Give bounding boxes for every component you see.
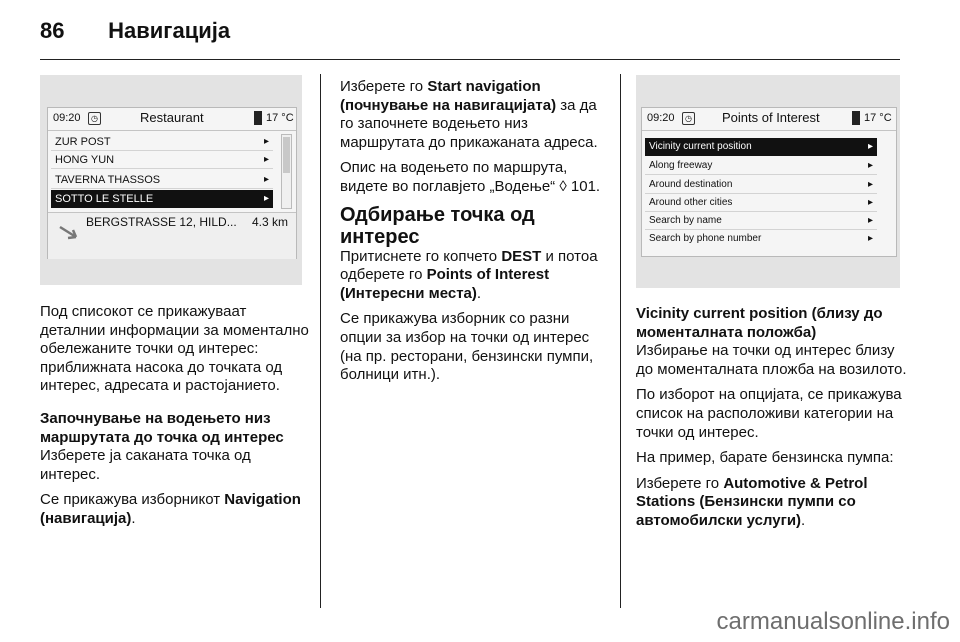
left-column [40,303,310,536]
list-item-label: Vicinity current position [649,141,752,152]
list-item-label: SOTTO LE STELLE [55,193,154,205]
list-item[interactable] [645,157,877,175]
paragraph: Опис на водењето по маршрута, видете во поглавјето „Водење“ ◊ 101. [340,159,601,195]
clock-icon: ◷ [682,112,695,125]
section-heading: Започнување на водењето низ маршрутата до точка од интерес [40,409,284,446]
page-header [40,18,230,44]
paragraph: Се прикажува изборник со разни опции за избор на точки од интерес (на пр. ресторани, бензински пумпи, болници итн.). [340,310,594,384]
paragraph: По изборот на опцијата, се прикажува список на расположиви категории на точки од интерес. [636,386,902,441]
list-item-selected[interactable] [645,138,877,156]
paragraph: На пример, барате бензинска пумпа: [636,449,894,467]
screen-title: Points of Interest [722,110,820,125]
restaurant-screen-figure [40,75,302,285]
list-item-selected[interactable] [51,190,273,208]
restaurant-screen [47,107,297,259]
chevron-right-icon: ▸ [867,215,873,226]
list-item[interactable] [645,194,877,212]
header-rule [40,59,900,60]
destination-distance: 4.3 km [252,215,289,229]
clock-time: 09:20 [647,112,675,124]
clock-icon: ◷ [88,112,101,125]
list-item-label: Search by phone number [649,233,762,244]
phone-icon [254,111,262,125]
list-item-label: Search by name [649,215,722,226]
chevron-right-icon: ▸ [263,136,269,147]
list-item-label: Around other cities [649,197,733,208]
list-item[interactable] [645,176,877,194]
list-item-label: Around destination [649,179,733,190]
chevron-right-icon: ▸ [263,154,269,165]
chevron-right-icon: ▸ [867,233,873,244]
list-item[interactable] [645,230,877,248]
paragraph: Се прикажува изборникот Navigation (навигација). [40,491,301,527]
list-item-label: Along freeway [649,160,713,171]
chevron-right-icon: ▸ [867,197,873,208]
list-item[interactable] [51,151,273,169]
clock-time: 09:20 [53,112,81,124]
destination-address: BERGSTRASSE 12, HILD... [86,215,237,229]
watermark: carmanualsonline.info [716,608,950,635]
section-heading: Vicinity current position (близу до моменталната положба) [636,305,883,341]
destination-info [48,212,296,259]
list-item-label: TAVERNA THASSOS [55,174,161,186]
page-number: 86 [40,18,65,43]
list-item-label: ZUR POST [55,136,111,148]
temperature: 17 °C [864,112,892,124]
list-item[interactable] [645,212,877,230]
screen-title: Restaurant [140,110,204,125]
poi-screen-figure [636,75,900,288]
column-divider-1 [320,74,321,608]
scrollbar-thumb[interactable] [283,137,290,173]
paragraph: Под списокот се прикажуваат деталнии информации за моментално обележаните точки од интерес: приближната насока до точката од интерес, адресата и растојанието. [40,303,309,395]
poi-screen [641,107,897,257]
scrollbar[interactable] [281,134,292,209]
paragraph: Изберете го Automotive & Petrol Stations (Бензински пумпи со автомобилски услуги). [636,474,868,529]
phone-icon [852,111,860,125]
page-title: Навигација [108,18,231,43]
chevron-right-icon: ▸ [867,179,873,190]
paragraph: Изберете ја саканата точка од интерес. [40,447,251,483]
chevron-right-icon: ▸ [263,174,269,185]
chevron-right-icon: ▸ [867,141,873,152]
column-divider-2 [620,74,621,608]
status-bar [642,108,896,131]
list-item[interactable] [51,171,273,189]
chevron-right-icon: ▸ [867,160,873,171]
temperature: 17 °C [266,112,294,124]
right-column [636,305,908,538]
direction-arrow-icon [58,225,82,241]
paragraph: Избирање на точки од интерес близу до моменталната пложба на возилото. [636,342,907,378]
paragraph: Изберете го Start navigation (почнување на навигацијата) за да го започнете водењето низ маршрутата до прикажаната адреса. [340,78,598,151]
middle-column [340,78,608,392]
chevron-right-icon: ▸ [263,193,269,204]
section-heading: Одбирање точка од интерес [340,203,535,248]
list-item-label: HONG YUN [55,154,115,166]
paragraph: Притиснете го копчето DEST и потоа одберете го Points of Interest (Интересни места). [340,247,598,302]
list-item[interactable] [51,133,273,151]
status-bar [48,108,296,131]
